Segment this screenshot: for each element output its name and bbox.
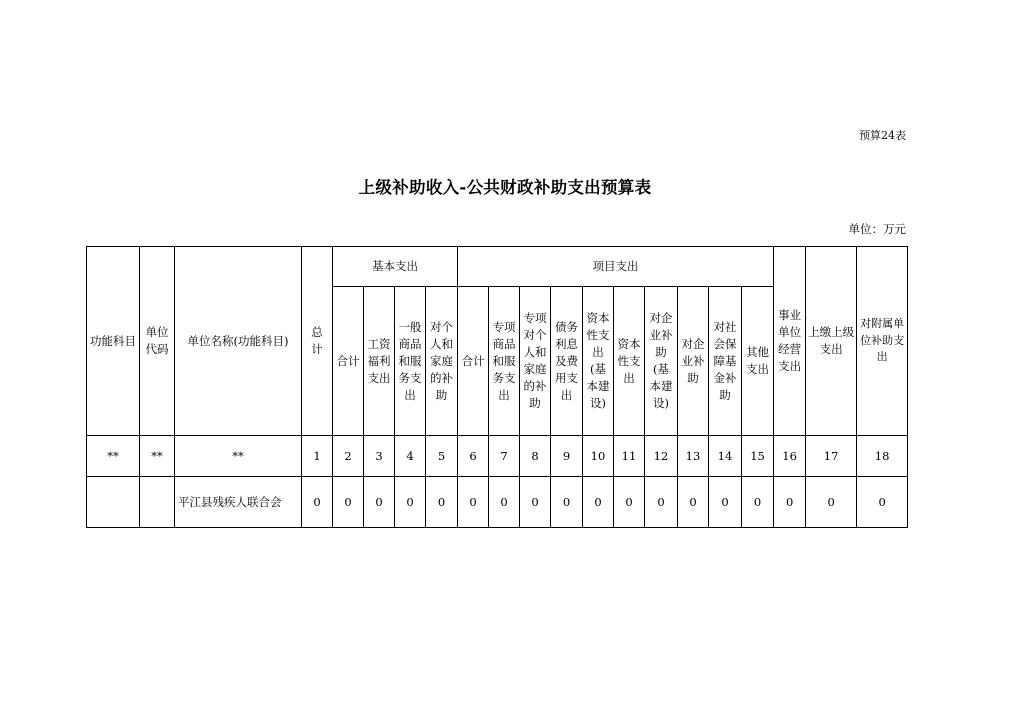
code-cell: 1 — [302, 436, 333, 477]
code-cell: 15 — [742, 436, 774, 477]
header-project-capital: 资本性支出 — [614, 287, 645, 436]
code-cell: ** — [140, 436, 175, 477]
value-cell: 0 — [583, 477, 614, 528]
value-cell: 0 — [520, 477, 551, 528]
value-cell: 0 — [857, 477, 908, 528]
header-project-debt: 债务利息及费用支出 — [551, 287, 583, 436]
header-unit-name: 单位名称(功能科目) — [175, 247, 302, 436]
header-project-personal: 专项对个人和家庭的补助 — [520, 287, 551, 436]
header-subsidy-affiliated: 对附属单位补助支出 — [857, 247, 908, 436]
unit-note — [849, 221, 907, 237]
page-title: 上级补助收入-公共财政补助支出预算表 — [358, 178, 652, 197]
header-unit-code: 单位代码 — [140, 247, 175, 436]
value-cell: 0 — [395, 477, 426, 528]
code-row — [87, 436, 908, 477]
value-cell: 0 — [742, 477, 774, 528]
header-project-group: 项目支出 — [458, 247, 774, 287]
code-cell: 6 — [458, 436, 489, 477]
code-cell: 7 — [489, 436, 520, 477]
value-cell: 0 — [489, 477, 520, 528]
code-cell: 5 — [426, 436, 458, 477]
header-basic-goods: 一般商品和服务支出 — [395, 287, 426, 436]
value-cell: 0 — [806, 477, 857, 528]
header-project-enterprise: 对企业补助 — [678, 287, 709, 436]
header-basic-personal: 对个人和家庭的补助 — [426, 287, 458, 436]
header-basic-wages: 工资福利支出 — [364, 287, 395, 436]
unit-code-cell — [140, 477, 175, 528]
code-cell: 10 — [583, 436, 614, 477]
code-cell: 13 — [678, 436, 709, 477]
unit-value: 万元 — [883, 222, 906, 236]
code-cell: 12 — [645, 436, 678, 477]
code-cell: ** — [87, 436, 140, 477]
unit-label: 单位： — [848, 222, 883, 236]
header-business-expense: 事业单位经营支出 — [774, 247, 806, 436]
value-cell: 0 — [614, 477, 645, 528]
code-cell: 2 — [333, 436, 364, 477]
code-cell: 9 — [551, 436, 583, 477]
header-project-social-security: 对社会保障基金补助 — [709, 287, 742, 436]
value-cell: 0 — [426, 477, 458, 528]
code-cell: 3 — [364, 436, 395, 477]
code-cell: 8 — [520, 436, 551, 477]
code-cell: 11 — [614, 436, 645, 477]
value-cell: 0 — [774, 477, 806, 528]
header-remit-upper: 上缴上级支出 — [806, 247, 857, 436]
code-cell: ** — [175, 436, 302, 477]
value-cell: 0 — [458, 477, 489, 528]
header-project-goods: 专项商品和服务支出 — [489, 287, 520, 436]
header-project-total: 合计 — [458, 287, 489, 436]
value-cell: 0 — [364, 477, 395, 528]
unit-name-cell: 平江县残疾人联合会 — [175, 477, 302, 528]
code-cell: 14 — [709, 436, 742, 477]
function-subject-cell — [87, 477, 140, 528]
code-cell: 16 — [774, 436, 806, 477]
budget-table — [86, 246, 908, 528]
value-cell: 0 — [709, 477, 742, 528]
header-basic-total: 合计 — [333, 287, 364, 436]
header-total: 总计 — [302, 247, 333, 436]
header-basic-group: 基本支出 — [333, 247, 458, 287]
table-row — [87, 477, 908, 528]
value-cell: 0 — [551, 477, 583, 528]
code-cell: 18 — [857, 436, 908, 477]
value-cell: 0 — [678, 477, 709, 528]
value-cell: 0 — [333, 477, 364, 528]
header-function-subject: 功能科目 — [87, 247, 140, 436]
code-cell: 17 — [806, 436, 857, 477]
header-row-1 — [87, 247, 908, 287]
header-project-capital-construction: 资本性支出(基本建设) — [583, 287, 614, 436]
header-project-other: 其他支出 — [742, 287, 774, 436]
header-project-enterprise-construction: 对企业补助(基本建设) — [645, 287, 678, 436]
table-number: 预算24表 — [859, 129, 906, 142]
code-cell: 4 — [395, 436, 426, 477]
value-cell: 0 — [645, 477, 678, 528]
value-cell: 0 — [302, 477, 333, 528]
